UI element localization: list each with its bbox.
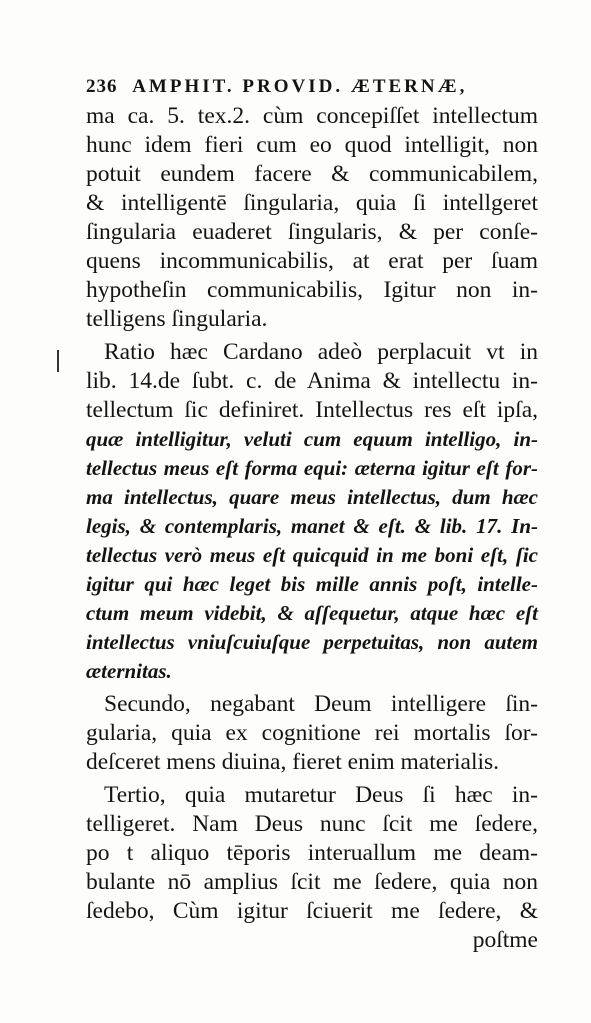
text-line: ſingularia euaderet ſingularis, & per conſe- (86, 219, 538, 245)
text-line: quens incommunicabilis, at erat per ſuam (86, 248, 538, 274)
paragraph-4 (86, 781, 538, 926)
text-line: ſedebo, Cùm igitur ſciuerit me ſedere, & (86, 898, 538, 924)
text-line-italic: ma intellectus, quare meus intellectus, dum hæc (86, 485, 538, 509)
text-line: ma ca. 5. tex.2. cùm concepiſſet intellectum (86, 103, 538, 129)
text-line: po t aliquo tēporis interuallum me deam- (86, 840, 538, 866)
text-block (86, 72, 538, 955)
margin-mark (57, 350, 59, 372)
catchword: poſtme (472, 927, 538, 953)
text-line-italic: ctum meum videbit, & aſſequetur, atque hæc eſt (86, 601, 538, 625)
text-line: Tertio, quia mutaretur Deus ſi hæc in- (104, 782, 538, 808)
text-line-italic: tellectus meus eſt forma equi: æterna igitur eſt for- (86, 456, 538, 480)
running-title: AMPHIT. PROVID. ÆTERNÆ, (132, 76, 468, 97)
text-line: telligens ſingularia. (86, 306, 268, 332)
text-line: & intelligentē ſingularia, quia ſi intellgeret (86, 190, 538, 216)
text-line: Secundo, negabant Deum intelligere ſin- (104, 691, 538, 717)
text-line-italic: tellectus verò meus eſt quicquid in me boni eſt, ſic (86, 543, 538, 567)
text-line-italic: legis, & contemplaris, manet & eſt. & lib. 17. In- (86, 514, 538, 538)
page-number: 236 (86, 76, 118, 97)
text-line-italic: intellectus vniuſcuiuſque perpetuitas, non autem (86, 630, 538, 654)
text-line: potuit eundem facere & communicabilem, (86, 161, 538, 187)
paragraph-2 (86, 338, 538, 686)
text-line: Ratio hæc Cardano adeò perplacuit vt in (104, 339, 538, 365)
text-line: bulante nō amplius ſcit me ſedere, quia non (86, 869, 538, 895)
text-line-italic: quæ intelligitur, veluti cum equum intelligo, in- (86, 427, 538, 451)
text-line: telligeret. Nam Deus nunc ſcit me ſedere, (86, 811, 538, 837)
paragraph-3 (86, 690, 538, 777)
text-line: hunc idem fieri cum eo quod intelligit, non (86, 132, 538, 158)
text-line: tellectum ſic definiret. Intellectus res eſt ipſa, (86, 397, 538, 423)
text-line: lib. 14.de ſubt. c. de Anima & intellectu in- (86, 368, 538, 394)
paragraph-1 (86, 102, 538, 334)
text-line-italic: igitur qui hæc leget bis mille annis poſt, intelle- (86, 572, 538, 596)
text-line: hypotheſin communicabilis, Igitur non in- (86, 277, 538, 303)
running-head (86, 72, 538, 102)
text-line: deſceret mens diuina, fieret enim materialis. (86, 749, 500, 775)
text-line-italic: æternitas. (86, 659, 172, 683)
text-line: gularia, quia ex cognitione rei mortalis ſor- (86, 720, 538, 746)
